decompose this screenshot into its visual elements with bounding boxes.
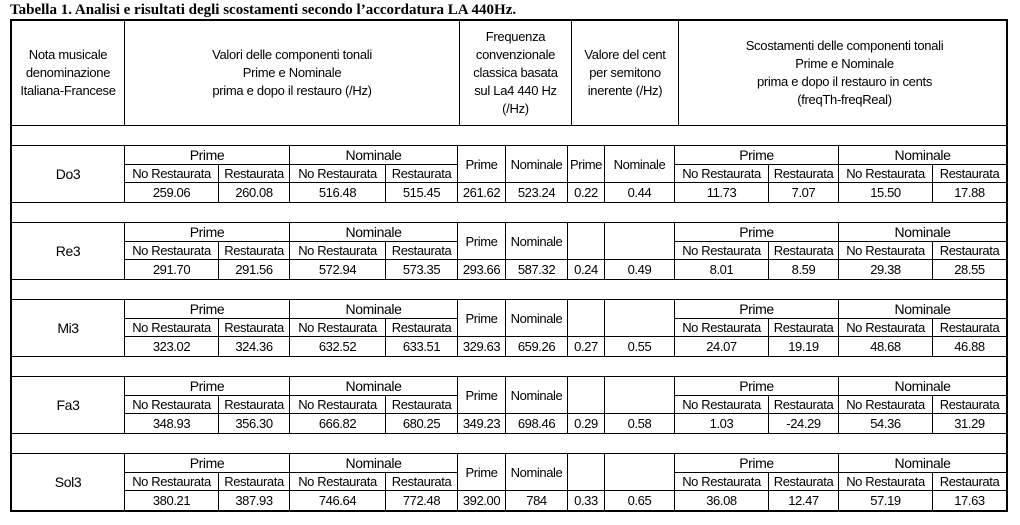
- value-cell-prime-no: 348.93: [125, 414, 219, 433]
- dev-prime-no-restaurata-header: No Restaurata: [675, 165, 769, 183]
- dev-prime-restaurata-header: Restaurata: [769, 396, 839, 414]
- spacer-row: [12, 434, 1006, 454]
- dev-prime-restaurata-header: Restaurata: [769, 242, 839, 260]
- cent-nominale-header-empty: [605, 377, 675, 414]
- freq-prime-header: Prime: [458, 300, 506, 337]
- cent-prime-header: Prime: [568, 146, 605, 183]
- dev-nominale-group-header: Nominale: [839, 146, 1006, 165]
- dev-nominale-restaurata-header: Restaurata: [933, 396, 1006, 414]
- dev-nominale-restaurata-header: Restaurata: [933, 165, 1006, 183]
- value-cell-cent-prime: 0.24: [568, 260, 605, 279]
- nominale-no-restaurata-header: No Restaurata: [290, 473, 386, 491]
- header-line: Valore del cent: [584, 47, 666, 62]
- value-cell-dev-prime-rest: 19.19: [769, 337, 839, 356]
- freq-nominale-header: Nominale: [506, 223, 568, 260]
- prime-group-header: Prime: [125, 300, 290, 319]
- value-cell-dev-nom-rest: 31.29: [954, 416, 985, 431]
- cent-prime-header-empty: [568, 223, 605, 260]
- freq-nominale-header: Nominale: [506, 454, 568, 491]
- value-cell-prime-rest: 324.36: [219, 337, 290, 356]
- dev-nominale-restaurata-header: Restaurata: [933, 319, 1006, 337]
- dev-prime-group-header: Prime: [675, 454, 839, 473]
- header-line: sul La4 440 Hz: [474, 83, 557, 98]
- prime-group-header: Prime: [125, 454, 290, 473]
- dev-prime-no-restaurata-header: No Restaurata: [675, 473, 769, 491]
- spacer-row: [12, 203, 1006, 223]
- value-cell-nom-no: 632.52: [290, 337, 386, 356]
- value-cell-nom-rest: 633.51: [386, 337, 458, 356]
- value-cell-freq-nom: 523.24: [506, 183, 568, 202]
- dev-prime-restaurata-header: Restaurata: [769, 473, 839, 491]
- dev-nominale-no-restaurata-header: No Restaurata: [839, 396, 933, 414]
- value-cell-prime-rest: 291.56: [219, 260, 290, 279]
- value-cell-nom-rest: 515.45: [386, 183, 458, 202]
- header-line: Scostamenti delle componenti tonali: [745, 38, 944, 53]
- value-cell-prime-no: 291.70: [125, 260, 219, 279]
- header-line: Italiana-Francese: [20, 83, 116, 98]
- freq-prime-header: Prime: [458, 377, 506, 414]
- value-cell-prime-no: 380.21: [125, 491, 219, 510]
- value-cell-nom-rest: 772.48: [386, 491, 458, 510]
- table-caption: Tabella 1. Analisi e risultati degli scostamenti secondo l’accordatura LA 440Hz.: [10, 2, 517, 18]
- value-cell-dev-nom-rest: 17.88: [954, 185, 985, 200]
- freq-nominale-header: Nominale: [506, 146, 568, 183]
- value-cell-cent-nom: 0.58: [605, 414, 675, 433]
- nominale-no-restaurata-header: No Restaurata: [290, 396, 386, 414]
- note-name-cell: Sol3: [12, 454, 125, 510]
- note-name-cell: Do3: [12, 146, 125, 202]
- frequency-table: [10, 19, 1008, 512]
- prime-restaurata-header: Restaurata: [219, 165, 290, 183]
- value-cell-dev-prime-no: 11.73: [675, 183, 769, 202]
- note-name-cell: Fa3: [12, 377, 125, 433]
- prime-restaurata-header: Restaurata: [219, 473, 290, 491]
- value-cell-dev-nom-no: 54.36: [839, 414, 933, 433]
- dev-nominale-no-restaurata-header: No Restaurata: [839, 319, 933, 337]
- cent-nominale-header-empty: [605, 454, 675, 491]
- value-cell-dev-prime-rest: -24.29: [769, 414, 839, 433]
- value-cell-cent-nom: 0.65: [605, 491, 675, 510]
- value-cell-prime-no: 259.06: [125, 183, 219, 202]
- table-body: [12, 126, 1006, 510]
- prime-group-header: Prime: [125, 146, 290, 165]
- nominale-group-header: Nominale: [290, 454, 458, 473]
- value-cell-cent-prime: 0.29: [568, 414, 605, 433]
- value-cell-cent-prime: 0.27: [568, 337, 605, 356]
- prime-no-restaurata-header: No Restaurata: [125, 165, 219, 183]
- dev-nominale-no-restaurata-header: No Restaurata: [839, 242, 933, 260]
- value-cell-dev-nom-no: 15.50: [839, 183, 933, 202]
- header-line: (freqTh-freqReal): [797, 92, 892, 107]
- nominale-restaurata-header: Restaurata: [386, 242, 458, 260]
- nominale-group-header: Nominale: [290, 377, 458, 396]
- dev-prime-no-restaurata-header: No Restaurata: [675, 319, 769, 337]
- value-cell-dev-prime-rest: 7.07: [769, 183, 839, 202]
- value-cell-dev-prime-no: 36.08: [675, 491, 769, 510]
- cent-nominale-header: Nominale: [605, 146, 675, 183]
- value-cell-nom-no: 572.94: [290, 260, 386, 279]
- note-name-cell: Mi3: [12, 300, 125, 356]
- dev-prime-group-header: Prime: [675, 223, 839, 242]
- freq-nominale-header: Nominale: [506, 377, 568, 414]
- table-row: [12, 146, 1006, 203]
- prime-no-restaurata-header: No Restaurata: [125, 242, 219, 260]
- dev-nominale-restaurata-header: Restaurata: [933, 242, 1006, 260]
- header-line: (/Hz): [502, 101, 529, 116]
- prime-restaurata-header: Restaurata: [219, 242, 290, 260]
- dev-prime-group-header: Prime: [675, 146, 839, 165]
- dev-nominale-no-restaurata-header: No Restaurata: [839, 473, 933, 491]
- value-cell-dev-prime-no: 8.01: [675, 260, 769, 279]
- dev-nominale-group-header: Nominale: [839, 454, 1006, 473]
- value-cell-freq-prime: 329.63: [458, 337, 506, 356]
- header-line: inerente (/Hz): [587, 83, 663, 98]
- value-cell-dev-nom-no: 57.19: [839, 491, 933, 510]
- nominale-no-restaurata-header: No Restaurata: [290, 242, 386, 260]
- value-cell-dev-prime-no: 24.07: [675, 337, 769, 356]
- header-tonal-values: [125, 21, 460, 125]
- header-line: prima e dopo il restauro (/Hz): [212, 83, 372, 98]
- freq-prime-header: Prime: [458, 223, 506, 260]
- header-line: Prime e Nominale: [795, 56, 894, 71]
- value-cell-freq-prime: 293.66: [458, 260, 506, 279]
- nominale-no-restaurata-header: No Restaurata: [290, 165, 386, 183]
- header-line: Frequenza: [485, 29, 546, 44]
- cent-prime-header-empty: [568, 300, 605, 337]
- cent-prime-header-empty: [568, 454, 605, 491]
- table-header-row: [12, 21, 1006, 126]
- value-cell-freq-nom: 784: [506, 491, 568, 510]
- value-cell-dev-nom-no: 29.38: [839, 260, 933, 279]
- header-line: classica basata: [473, 65, 558, 80]
- value-cell-nom-no: 746.64: [290, 491, 386, 510]
- prime-restaurata-header: Restaurata: [219, 319, 290, 337]
- table-row: [12, 223, 1006, 280]
- prime-no-restaurata-header: No Restaurata: [125, 473, 219, 491]
- value-cell-freq-nom: 659.26: [506, 337, 568, 356]
- value-cell-nom-no: 666.82: [290, 414, 386, 433]
- value-cell-cent-nom: 0.49: [605, 260, 675, 279]
- spacer-row: [12, 280, 1006, 300]
- value-cell-dev-nom-rest: 28.55: [954, 262, 985, 277]
- dev-prime-restaurata-header: Restaurata: [769, 165, 839, 183]
- value-cell-prime-no: 323.02: [125, 337, 219, 356]
- freq-nominale-header: Nominale: [506, 300, 568, 337]
- dev-prime-restaurata-header: Restaurata: [769, 319, 839, 337]
- dev-prime-no-restaurata-header: No Restaurata: [675, 396, 769, 414]
- header-line: Valori delle componenti tonali: [212, 47, 372, 62]
- value-cell-freq-prime: 261.62: [458, 183, 506, 202]
- value-cell-freq-nom: 587.32: [506, 260, 568, 279]
- header-line: convenzionale: [475, 47, 556, 62]
- table-row: [12, 300, 1006, 357]
- freq-prime-header: Prime: [458, 454, 506, 491]
- value-cell-dev-prime-rest: 8.59: [769, 260, 839, 279]
- prime-no-restaurata-header: No Restaurata: [125, 319, 219, 337]
- spacer-row: [12, 126, 1006, 146]
- nominale-restaurata-header: Restaurata: [386, 165, 458, 183]
- nominale-group-header: Nominale: [290, 146, 458, 165]
- dev-nominale-restaurata-header: Restaurata: [933, 473, 1006, 491]
- table-row: [12, 377, 1006, 434]
- header-conventional-frequency: [460, 21, 572, 125]
- header-line: Prime e Nominale: [242, 65, 342, 80]
- nominale-group-header: Nominale: [290, 223, 458, 242]
- value-cell-dev-nom-no: 48.68: [839, 337, 933, 356]
- value-cell-prime-rest: 260.08: [219, 183, 290, 202]
- note-name-cell: Re3: [12, 223, 125, 279]
- value-cell-dev-prime-rest: 12.47: [769, 491, 839, 510]
- value-cell-nom-rest: 680.25: [386, 414, 458, 433]
- value-cell-prime-rest: 356.30: [219, 414, 290, 433]
- dev-prime-no-restaurata-header: No Restaurata: [675, 242, 769, 260]
- value-cell-cent-nom: 0.55: [605, 337, 675, 356]
- value-cell-dev-prime-no: 1.03: [675, 414, 769, 433]
- nominale-restaurata-header: Restaurata: [386, 319, 458, 337]
- cent-nominale-header-empty: [605, 300, 675, 337]
- header-line: per semitono: [589, 65, 661, 80]
- prime-no-restaurata-header: No Restaurata: [125, 396, 219, 414]
- dev-prime-group-header: Prime: [675, 300, 839, 319]
- dev-nominale-group-header: Nominale: [839, 377, 1006, 396]
- value-cell-freq-prime: 349.23: [458, 414, 506, 433]
- spacer-row: [12, 357, 1006, 377]
- cent-nominale-header-empty: [605, 223, 675, 260]
- cent-prime-header-empty: [568, 377, 605, 414]
- dev-nominale-group-header: Nominale: [839, 223, 1006, 242]
- value-cell-freq-prime: 392.00: [458, 491, 506, 510]
- nominale-restaurata-header: Restaurata: [386, 396, 458, 414]
- value-cell-cent-nom: 0.44: [605, 183, 675, 202]
- value-cell-cent-prime: 0.22: [568, 183, 605, 202]
- header-note-name: [12, 21, 125, 125]
- header-line: denominazione: [25, 65, 111, 80]
- header-deviations: [679, 21, 1010, 125]
- prime-restaurata-header: Restaurata: [219, 396, 290, 414]
- value-cell-nom-no: 516.48: [290, 183, 386, 202]
- dev-nominale-group-header: Nominale: [839, 300, 1006, 319]
- dev-nominale-no-restaurata-header: No Restaurata: [839, 165, 933, 183]
- nominale-restaurata-header: Restaurata: [386, 473, 458, 491]
- header-cent-value: [572, 21, 679, 125]
- value-cell-nom-rest: 573.35: [386, 260, 458, 279]
- value-cell-dev-nom-rest: 46.88: [954, 339, 985, 354]
- table-row: [12, 454, 1006, 510]
- nominale-no-restaurata-header: No Restaurata: [290, 319, 386, 337]
- freq-prime-header: Prime: [458, 146, 506, 183]
- dev-prime-group-header: Prime: [675, 377, 839, 396]
- value-cell-prime-rest: 387.93: [219, 491, 290, 510]
- prime-group-header: Prime: [125, 377, 290, 396]
- value-cell-freq-nom: 698.46: [506, 414, 568, 433]
- value-cell-dev-nom-rest: 17.63: [954, 493, 985, 508]
- nominale-group-header: Nominale: [290, 300, 458, 319]
- value-cell-cent-prime: 0.33: [568, 491, 605, 510]
- header-line: prima e dopo il restauro in cents: [756, 74, 933, 89]
- header-line: Nota musicale: [28, 47, 108, 62]
- prime-group-header: Prime: [125, 223, 290, 242]
